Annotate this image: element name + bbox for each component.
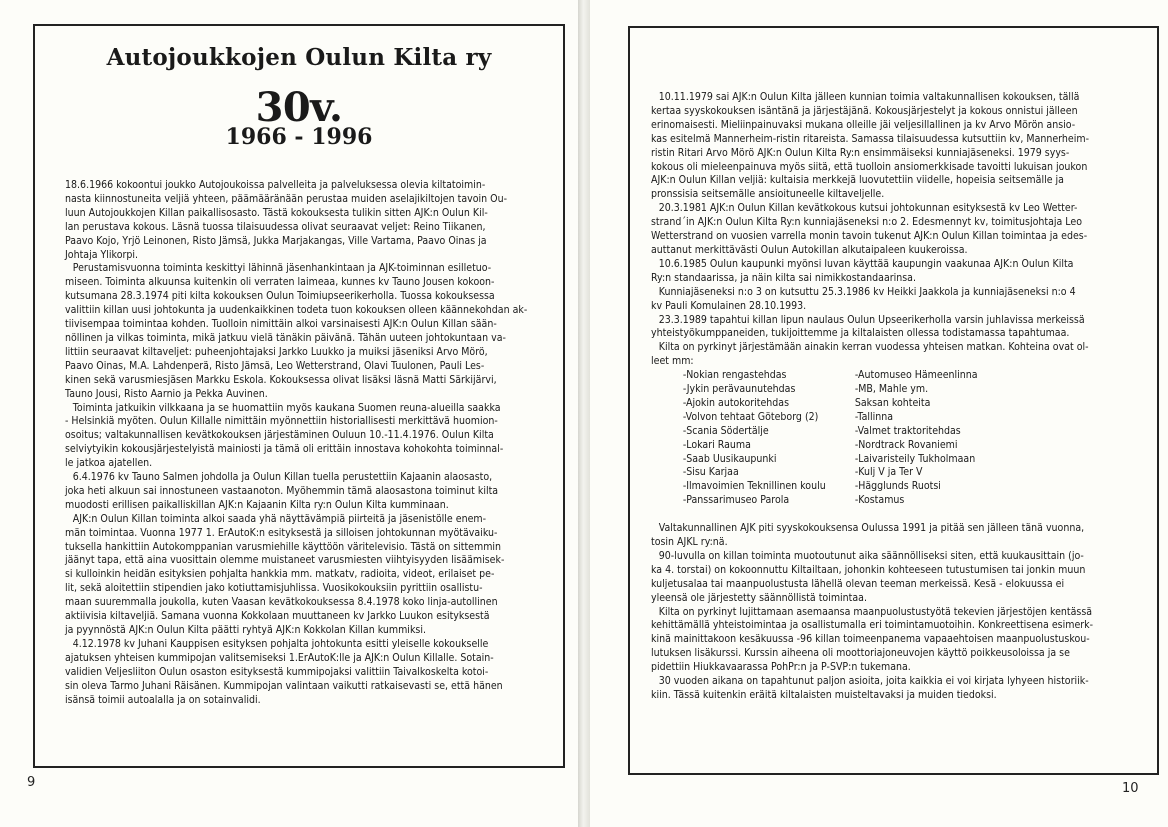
text-line: 90-luvulla on killan toiminta muotoutunut aika säännölliseksi siten, että kuukausittain (jo- bbox=[658, 548, 1084, 562]
text-line: leet mm: bbox=[651, 354, 694, 368]
text-line: kinen sekä varusmiesjäsen Markku Eskola. Kokouksessa olivat lisäksi läsnä Matti Särkijärvi, bbox=[65, 372, 497, 386]
destinations-column bbox=[855, 368, 978, 507]
paragraph bbox=[651, 90, 1093, 201]
text-line: 30 vuoden aikana on tapahtunut paljon asioita, joita kaikkia ei voi kirjata lyhyeen historiik- bbox=[658, 674, 1089, 688]
book-gutter bbox=[578, 0, 590, 827]
text-line: kokous oli mieleenpainuva myös siitä, että tuolloin ansiomerkkisade tavoitti lukuisan joukon bbox=[651, 159, 1088, 173]
text-line: kiin. Tässä kuitenkin eräitä kiltalaisten muisteltavaksi ja muiden tiedoksi. bbox=[651, 688, 997, 701]
text-line: nasta kiinnostuneita veljiä yhteen, päämääränään perustaa muiden aselajikiltojen tavoin Ou- bbox=[65, 191, 507, 205]
destination-item: -MB, Mahle ym. bbox=[854, 382, 929, 396]
text-line: Tauno Jousi, Risto Aarnio ja Pekka Auvinen. bbox=[65, 386, 268, 400]
destination-item: -Nokian rengastehdas bbox=[682, 368, 787, 382]
years-heading: 1966 - 1996 bbox=[225, 124, 373, 150]
text-line: 20.3.1981 AJK:n Oulun Killan kevätkokous kutsui johtokunnan esityksestä kv Leo Wetter- bbox=[658, 201, 1078, 215]
destination-item: -Tallinna bbox=[854, 409, 894, 423]
paragraph bbox=[65, 401, 527, 471]
text-line: tiivisempaa toimintaa kohden. Tuolloin nimittäin alkoi varsinaisesti AJK:n Oulun Killan sään- bbox=[65, 317, 497, 331]
text-line: kehittämällä yhteistoimintaa ja osallistumalla eri toimintamuotoihin. Konkreettisena esimerk- bbox=[651, 618, 1094, 632]
paragraph bbox=[651, 549, 1093, 605]
text-line: Perustamisvuonna toiminta keskittyi lähinnä jäsenhankintaan ja AJK-toiminnan esilletuo- bbox=[72, 261, 492, 275]
text-line: Valtakunnallinen AJK piti syyskokouksensa Oulussa 1991 ja pitää sen jälleen tänä vuonna, bbox=[658, 521, 1085, 535]
destination-item: -Volvon tehtaat Göteborg (2) bbox=[682, 409, 819, 423]
text-line: osoitus; valtakunnallisen kevätkokouksen järjestäminen Ouluun 10.-11.4.1976. Oulun Kilta bbox=[65, 428, 494, 442]
destination-item: -Lokari Rauma bbox=[682, 437, 751, 451]
destination-item: -Laivaristeily Tukholmaan bbox=[854, 451, 976, 465]
paragraph bbox=[65, 470, 527, 512]
paragraph bbox=[65, 512, 527, 637]
destination-item: -Automuseo Hämeenlinna bbox=[854, 368, 978, 382]
text-line: lit, sekä aloitettiin stipendien jako kotiuttamisjuhlissa. Vuosikokouksiin pyrittiin osallistu- bbox=[65, 581, 483, 595]
text-line: tosin AJKL ry:nä. bbox=[651, 535, 728, 549]
text-line: aktiivisia kiltaveljiä. Samana vuonna Kokkolaan muuttaneen kv Jarkko Luukon esityksestä bbox=[65, 609, 490, 623]
text-line: Kilta on pyrkinyt järjestämään ainakin kerran vuodessa yhteisen matkan. Kohteina ovat ol- bbox=[658, 340, 1089, 354]
text-line: jäänyt tapa, että aina vuosittain olemme muistaneet varusmiesten viihtyisyyden lisäämisek- bbox=[65, 553, 505, 567]
paragraph bbox=[65, 261, 527, 400]
right-page-frame bbox=[628, 26, 1159, 775]
paragraph bbox=[651, 521, 1093, 549]
text-line: lan perustava kokous. Läsnä tuossa tilaisuudessa olivat seuraavat veljet: Reino Tiikanen, bbox=[65, 219, 486, 233]
page-title: Autojoukkojen Oulun Kilta ry bbox=[106, 44, 492, 71]
text-line: selviytyikin kokousjärjestelyistä mainiosti ja tämä oli erittäin innostava kohokohta toiminnal- bbox=[65, 442, 504, 456]
text-line: tuksella hankittiin Autokomppanian varusmiehille käyttöön väritelevisio. Tästä on sittemmin bbox=[65, 539, 502, 553]
text-line: 10.11.1979 sai AJK:n Oulun Kilta jälleen kunnian toimia valtakunnallisen kokouksen, tällä bbox=[658, 90, 1080, 103]
paragraph bbox=[651, 285, 1093, 313]
text-line: maan suuremmalla joukolla, kuten Vaasan kevätkokouksessa 8.4.1978 koko linja-autollinen bbox=[65, 595, 498, 609]
text-line: kutsumana 28.3.1974 piti kilta kokouksen Oulun Toimiupseerikerholla. Tuossa kokouksessa bbox=[65, 289, 495, 303]
text-line: lutuksen lisäkurssi. Kurssin aiheena oli moottoriajoneuvojen käyttö poikkeusoloissa ja se bbox=[651, 646, 1070, 660]
text-line: le jatkoa ajatellen. bbox=[65, 456, 153, 470]
right-body-text bbox=[651, 90, 1093, 702]
destination-item: -Ilmavoimien Teknillinen koulu bbox=[682, 479, 826, 493]
page-number-right: 10 bbox=[1122, 781, 1139, 796]
text-line: Paavo Kojo, Yrjö Leinonen, Risto Jämsä, Jukka Marjakangas, Ville Vartama, Paavo Oinas ja bbox=[65, 233, 487, 247]
text-line: 10.6.1985 Oulun kaupunki myönsi luvan käyttää kaupungin vaakunaa AJK:n Oulun Kilta bbox=[658, 256, 1074, 270]
text-line: auttanut merkittävästi Oulun Autokillan alkutaipaleen kuukeroissa. bbox=[651, 242, 968, 256]
text-line: miseen. Toiminta alkuunsa kuitenkin oli verraten laimeaa, kunnes kv Tauno Jousen kokoon- bbox=[65, 275, 495, 289]
destinations-column bbox=[683, 368, 826, 507]
text-line: littiin seuraavat kiltaveljet: puheenjohtajaksi Jarkko Luukko ja muiksi jäseniksi Arvo Mörö, bbox=[65, 344, 488, 358]
text-line: 6.4.1976 kv Tauno Salmen johdolla ja Oulun Killan tuella perustettiin Kajaanin alaosasto, bbox=[72, 470, 493, 484]
paragraph bbox=[65, 178, 527, 261]
text-line: Ry:n standaarissa, ja näin kilta sai nimikkostandaarinsa. bbox=[651, 270, 916, 284]
text-line: kinä mainittakoon kesäkuussa -96 killan toimeenpanema vapaaehtoisen maanpuolustuskou- bbox=[651, 632, 1090, 646]
destination-item: -Saab Uusikaupunki bbox=[682, 451, 777, 465]
destination-item: -Nordtrack Rovaniemi bbox=[854, 437, 958, 451]
paragraph bbox=[651, 313, 1093, 341]
text-line: kuljetusalaa tai maanpuolustusta lähellä olevan teeman merkeissä. Kesä - elokuussa ei bbox=[651, 576, 1065, 590]
paragraph bbox=[651, 605, 1093, 675]
text-line: yleensä ole järjestetty säännöllistä toimintaa. bbox=[651, 590, 867, 604]
destination-item: -Kulj V ja Ter V bbox=[854, 465, 923, 479]
destination-item: -Sisu Karjaa bbox=[682, 465, 739, 479]
text-line: Johtaja Ylikorpi. bbox=[65, 247, 139, 261]
text-line: pidettiin Hiukkavaarassa PohPr:n ja P-SVP:n tukemana. bbox=[651, 660, 911, 674]
text-line: AJK:n Oulun Killan toiminta alkoi saada yhä näyttävämpiä piirteitä ja jäsenistölle enem- bbox=[72, 511, 487, 525]
text-line: Wetterstrand on vuosien varrella monin tavoin tukenut AJK:n Oulun Killan toimintaa ja edes- bbox=[651, 229, 1088, 243]
destination-item: -Panssarimuseo Parola bbox=[682, 493, 790, 507]
destinations-list bbox=[651, 368, 1093, 521]
text-line: ristin Ritari Arvo Mörö AJK:n Oulun Kilta Ry:n ensimmäiseksi kunniajäseneksi. 1979 syys- bbox=[651, 145, 1070, 159]
text-line: kas esitelmä Mannerheim-ristin ritareista. Samassa tilaisuudessa kutsuttiin kv, Mannerheim- bbox=[651, 131, 1089, 145]
destination-item: -Scania Södertälje bbox=[682, 423, 769, 437]
text-line: ajatuksen yhteisen kummipojan valitsemiseksi 1.ErAutoK:lle ja AJK:n Oulun Killalle. Sotain- bbox=[65, 650, 494, 664]
paragraph bbox=[651, 674, 1093, 702]
text-line: sin oleva Tarmo Juhani Räisänen. Kummipojan valintaan vaikutti ratkaisevasti se, että hänen bbox=[65, 678, 503, 692]
text-line: män toimintaa. Vuonna 1977 1. ErAutoK:n esityksestä ja silloisen johtokunnan myötävaiku- bbox=[65, 525, 498, 539]
text-line: isänsä toimii autoalalla ja on sotainvalidi. bbox=[65, 692, 261, 706]
text-line: validien Veljesliiton Oulun osaston esityksestä kummipojaksi valittiin Taivalkoskelta kotoi- bbox=[65, 664, 489, 678]
page-number-left: 9 bbox=[27, 775, 36, 790]
text-line: AJK:n Oulun Killan veljiä: kultaisia merkkejä luovutettiin viidelle, hopeisia seitsemälle ja bbox=[651, 173, 1064, 187]
paragraph bbox=[651, 340, 1093, 368]
left-page-frame bbox=[33, 24, 565, 768]
text-line: Toiminta jatkuikin vilkkaana ja se huomattiin myös kaukana Suomen reuna-alueilla saakka bbox=[72, 400, 501, 414]
text-line: strand´in AJK:n Oulun Kilta Ry:n kunniajäseneksi n:o 2. Edesmennyt kv, toimitusjohtaja Leo bbox=[651, 215, 1083, 229]
text-line: 18.6.1966 kokoontui joukko Autojoukoissa palvelleita ja palveluksessa olevia kiltatoimin- bbox=[65, 178, 486, 191]
paragraph bbox=[651, 257, 1093, 285]
destination-item: -Jykin perävaunutehdas bbox=[682, 382, 796, 396]
text-line: ka 4. torstai) on kokoonnuttu Kiltailtaan, johonkin kohteeseen tutustumisen tai jonkin muun bbox=[651, 562, 1086, 576]
text-line: 23.3.1989 tapahtui killan lipun naulaus Oulun Upseerikerholla varsin juhlavissa merkeissä bbox=[658, 312, 1085, 326]
destination-item: Saksan kohteita bbox=[854, 395, 931, 409]
right-page bbox=[590, 0, 1168, 827]
text-line: Kunniajäseneksi n:o 3 on kutsuttu 25.3.1986 kv Heikki Jaakkola ja kunniajäseneksi n:o 4 bbox=[658, 284, 1076, 298]
destination-item: -Ajokin autokoritehdas bbox=[682, 395, 790, 409]
text-line: erinomaisesti. Mieliinpainuvaksi mukana olleille jäi veljesillallinen ja kv Arvo Mörön ansio- bbox=[651, 117, 1076, 131]
text-line: joka heti alkuun sai innostuneen vastaanoton. Myöhemmin tämä alaosastona toiminut kilta bbox=[65, 483, 499, 497]
anniversary-heading: 30v. bbox=[255, 84, 343, 131]
text-line: 4.12.1978 kv Juhani Kauppisen esityksen pohjalta johtokunta esitti yleiselle kokoukselle bbox=[72, 636, 489, 650]
text-line: Paavo Oinas, M.A. Lahdenperä, Risto Jämsä, Leo Wetterstrand, Olavi Tuulonen, Pauli Les- bbox=[65, 358, 485, 372]
text-line: yhteistyökumppaneiden, tukijoittemme ja kiltalaisten ollessa todistamassa tapahtumaa. bbox=[651, 326, 1070, 340]
left-page bbox=[0, 0, 578, 827]
destination-item: -Hägglunds Ruotsi bbox=[854, 479, 941, 493]
paragraph bbox=[651, 201, 1093, 257]
destination-item: -Valmet traktoritehdas bbox=[854, 423, 961, 437]
text-line: nöllinen ja vilkas toiminta, mikä jatkuu vielä tänäkin päivänä. Tähän uuteen johtokuntaan va- bbox=[65, 330, 506, 344]
text-line: Kilta on pyrkinyt lujittamaan asemaansa maanpuolustustyötä tekevien järjestöjen kentässä bbox=[658, 604, 1093, 618]
text-line: - Helsinkiä myöten. Oulun Killalle nimittäin myönnettiin historiallisesti merkittävä huomion- bbox=[65, 414, 498, 428]
text-line: pronssisia seitsemälle ansioituneelle kiltaveljelle. bbox=[651, 187, 885, 201]
text-line: muodosti erillisen paikalliskillan AJK:n Kajaanin Kilta ry:n Oulun Kilta kumminaan. bbox=[65, 497, 449, 511]
paragraph bbox=[65, 637, 527, 707]
text-line: luun Autojoukkojen Killan paikallisosasto. Tästä kokouksesta tulikin sitten AJK:n Oulun Kil- bbox=[65, 205, 488, 219]
text-line: valittiin killan uusi johtokunta ja uudenkaikkinen todeta tuon kokouksen olleen käännekohdan ak- bbox=[65, 303, 528, 317]
destination-item: -Kostamus bbox=[854, 493, 905, 507]
text-line: kertaa syyskokouksen isäntänä ja järjestäjänä. Kokousjärjestelyt ja kokous onnistui jälleen bbox=[651, 103, 1078, 117]
text-line: si kulloinkin heidän esityksien pohjalta hankkia mm. matkatv, radioita, videot, erilaiset pe- bbox=[65, 567, 495, 581]
text-line: kv Pauli Komulainen 28.10.1993. bbox=[651, 298, 807, 312]
text-line: ja pyynnöstä AJK:n Oulun Kilta päätti ryhtyä AJK:n Kokkolan Killan kummiksi. bbox=[65, 623, 426, 636]
left-body-text bbox=[65, 178, 527, 706]
